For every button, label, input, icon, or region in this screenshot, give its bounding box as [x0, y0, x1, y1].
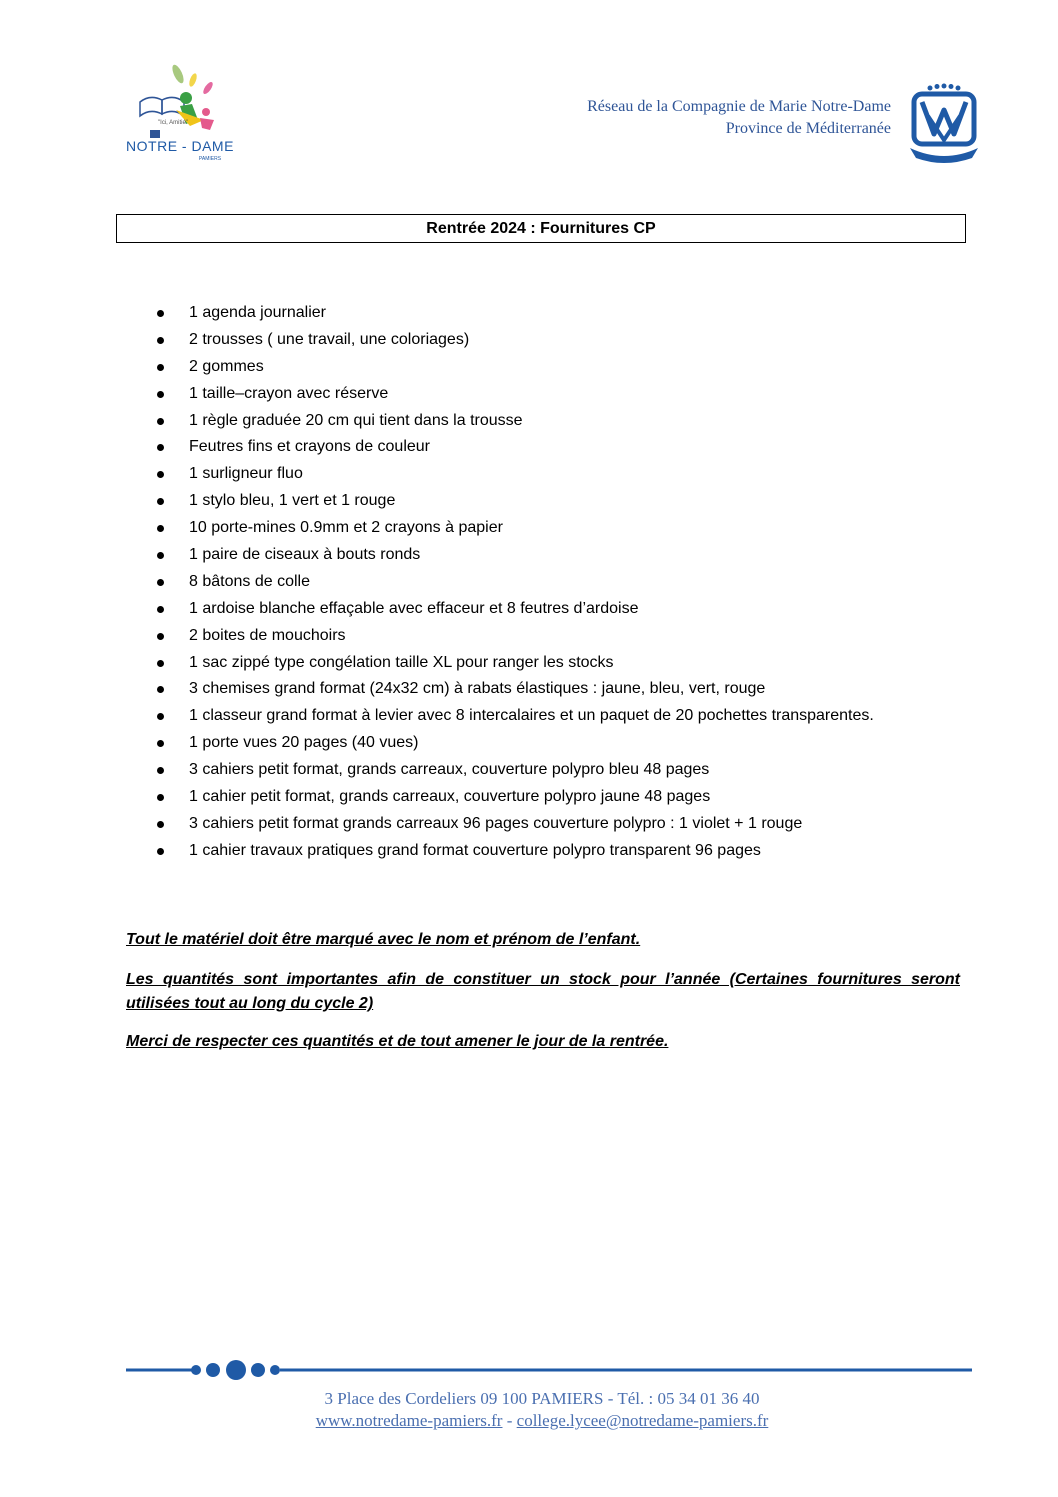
list-item-label: 1 taille–crayon avec réserve — [189, 384, 389, 402]
list-item-label: 1 stylo bleu, 1 vert et 1 rouge — [189, 492, 396, 510]
school-logo — [120, 60, 240, 170]
bullet-icon — [157, 444, 164, 451]
list-item — [155, 676, 874, 703]
list-item-label: 2 boites de mouchoirs — [189, 626, 346, 644]
network-province: Province de Méditerranée — [725, 120, 891, 137]
list-item-label: 1 cahier petit format, grands carreaux, couverture polypro jaune 48 pages — [189, 788, 711, 806]
bullet-icon — [157, 579, 164, 586]
bullet-icon — [157, 391, 164, 398]
list-item-label: 2 trousses ( une travail, une coloriages) — [189, 330, 470, 348]
list-item-label: 3 cahiers petit format grands carreaux 96 pages couverture polypro : 1 violet + 1 rouge — [189, 814, 803, 832]
school-logo-graphic — [120, 60, 240, 140]
list-item — [155, 623, 874, 650]
footer-links — [0, 1411, 1058, 1431]
bullet-icon — [157, 821, 164, 828]
list-item-label: 1 ardoise blanche effaçable avec effaceur et 8 feutres d’ardoise — [189, 599, 639, 617]
page-title: Rentrée 2024 : Fournitures CP — [116, 214, 966, 243]
email-link[interactable]: college.lycee@notredame-pamiers.fr — [516, 1411, 769, 1430]
list-item-label: 1 paire de ciseaux à bouts ronds — [189, 546, 421, 564]
list-item-label: 3 cahiers petit format, grands carreaux, couverture polypro bleu 48 pages — [189, 761, 710, 779]
list-item — [155, 515, 874, 542]
bullet-icon — [157, 633, 164, 640]
footer-separator: - — [502, 1411, 517, 1430]
list-item — [155, 757, 874, 784]
notes-section — [126, 928, 960, 1068]
list-item-label: 1 surligneur fluo — [189, 465, 303, 483]
list-item — [155, 650, 874, 677]
list-item-label: 10 porte-mines 0.9mm et 2 crayons à papier — [189, 519, 503, 537]
list-item — [155, 811, 874, 838]
list-item — [155, 838, 874, 865]
list-item — [155, 488, 874, 515]
list-item — [155, 300, 874, 327]
footer-address: 3 Place des Cordeliers 09 100 PAMIERS - Tél. : 05 34 01 36 40 — [324, 1389, 760, 1408]
bullet-icon — [157, 660, 164, 667]
list-item — [155, 730, 874, 757]
bullet-icon — [157, 794, 164, 801]
bullet-icon — [157, 337, 164, 344]
bullet-icon — [157, 740, 164, 747]
bullet-icon — [157, 525, 164, 532]
bullet-icon — [157, 848, 164, 855]
list-item — [155, 354, 874, 381]
list-item-label: 1 sac zippé type congélation taille XL pour ranger les stocks — [189, 653, 614, 671]
bullet-icon — [157, 364, 164, 371]
website-link[interactable]: www.notredame-pamiers.fr — [315, 1411, 503, 1430]
list-item-label: 1 porte vues 20 pages (40 vues) — [189, 734, 419, 752]
bullet-icon — [157, 606, 164, 613]
list-item-label: 3 chemises grand format (24x32 cm) à rabats élastiques : jaune, bleu, vert, rouge — [189, 680, 766, 698]
bullet-icon — [157, 767, 164, 774]
list-item — [155, 461, 874, 488]
list-item-label: 1 cahier travaux pratiques grand format couverture polypro transparent 96 pages — [189, 841, 761, 859]
list-item — [155, 596, 874, 623]
list-item-label: 1 agenda journalier — [189, 304, 326, 321]
list-item — [155, 703, 874, 730]
bullet-icon — [157, 418, 164, 425]
list-item-label: Feutres fins et crayons de couleur — [189, 438, 431, 456]
cmnd-emblem-icon — [906, 82, 982, 164]
list-item-label: 1 règle graduée 20 cm qui tient dans la trousse — [189, 411, 523, 429]
note-thanks: Merci de respecter ces quantités et de tout amener le jour de la rentrée. — [126, 1033, 669, 1050]
list-item-label: 2 gommes — [189, 357, 264, 375]
bullet-icon — [157, 552, 164, 559]
list-item — [155, 542, 874, 569]
footer-divider — [126, 1356, 972, 1384]
list-item — [155, 408, 874, 435]
list-item — [155, 434, 874, 461]
list-item — [155, 327, 874, 354]
list-item — [155, 381, 874, 408]
list-item-label: 8 bâtons de colle — [189, 572, 310, 590]
note-quantities: Les quantités sont importantes afin de constituer un stock pour l’année (Certaines fournitures seront utilisées tout au long du cycle 2) — [126, 971, 960, 1012]
list-item — [155, 569, 874, 596]
bullet-icon — [157, 686, 164, 693]
bullet-icon — [157, 310, 164, 317]
bullet-icon — [157, 471, 164, 478]
supplies-list — [155, 300, 874, 865]
network-heading — [587, 96, 891, 140]
list-item-label: 1 classeur grand format à levier avec 8 intercalaires et un paquet de 20 pochettes transparentes. — [189, 707, 874, 725]
note-labeling: Tout le matériel doit être marqué avec le nom et prénom de l’enfant. — [126, 931, 641, 948]
network-name: Réseau de la Compagnie de Marie Notre-Dame — [587, 98, 891, 115]
school-tagline: "Ici, Amitié" — [158, 120, 188, 126]
bullet-icon — [157, 498, 164, 505]
list-item — [155, 784, 874, 811]
school-city: PAMIERS — [198, 156, 222, 162]
school-name: NOTRE - DAME — [126, 138, 234, 154]
bullet-icon — [157, 713, 164, 720]
